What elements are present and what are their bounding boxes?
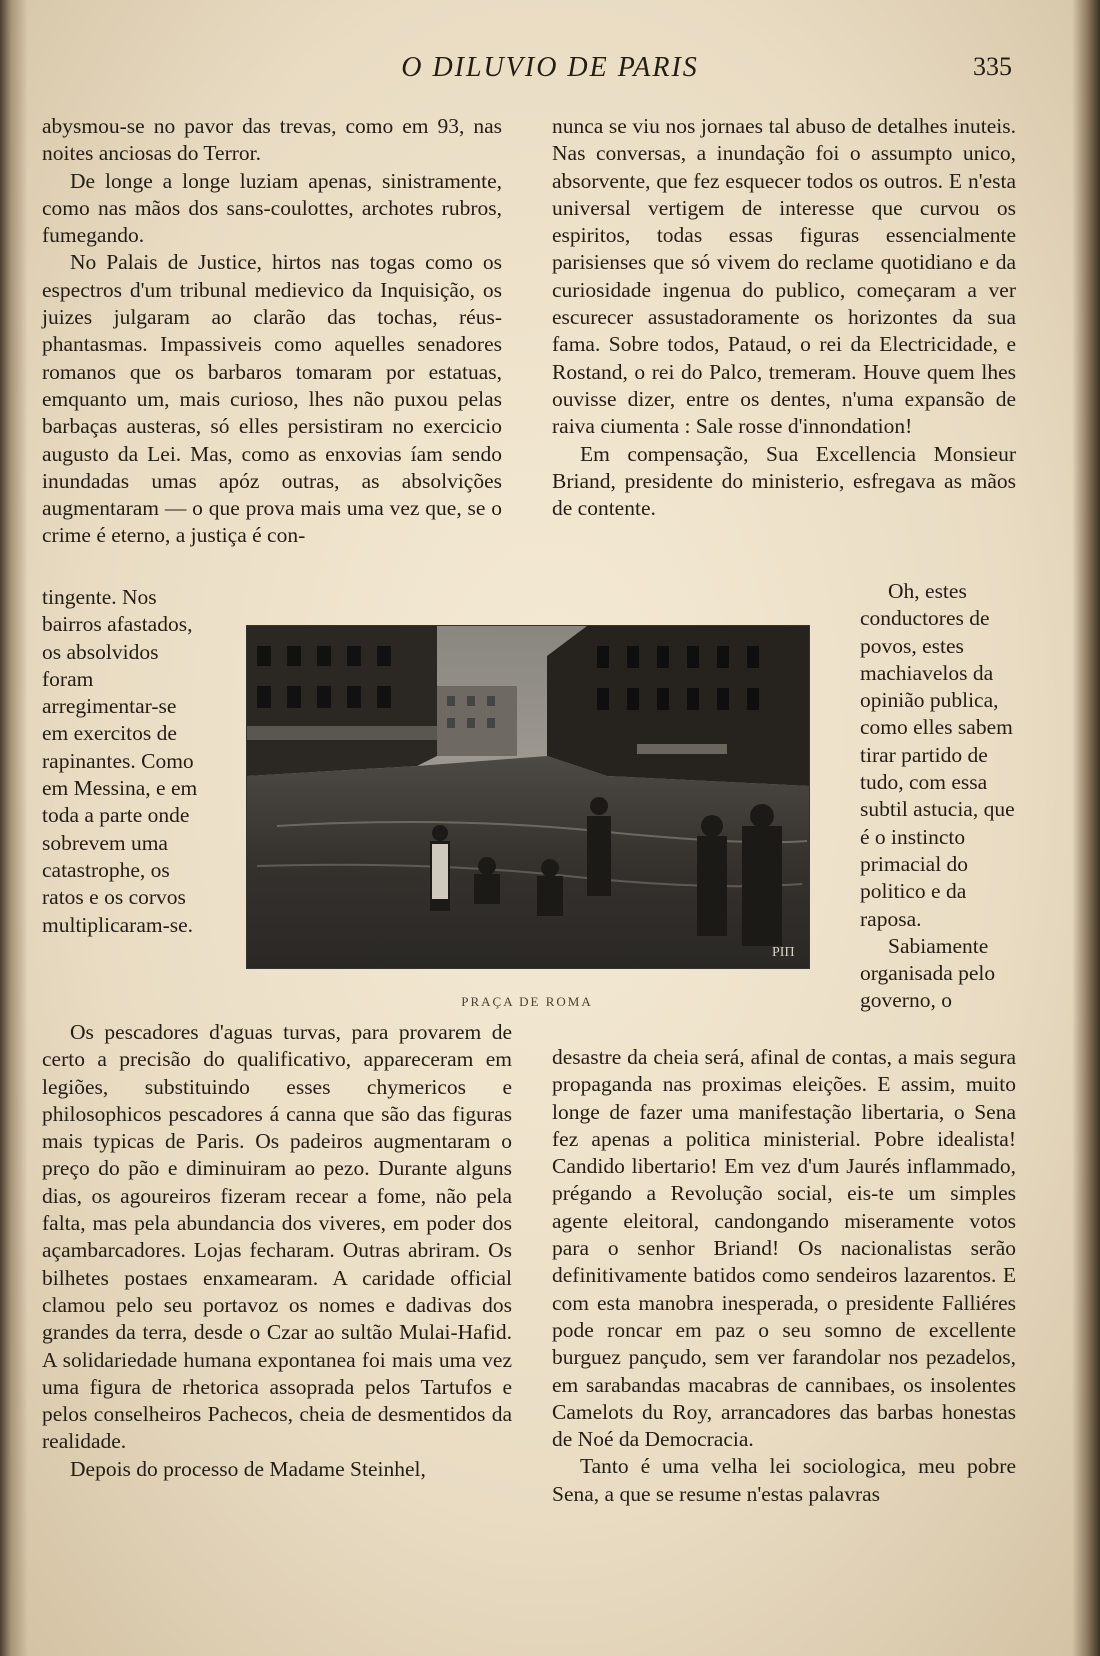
photo-caption: PRAÇA DE ROMA [461, 994, 593, 1009]
flood-photograph [246, 625, 810, 969]
page-right-edge-shadow [1072, 0, 1100, 1656]
photo-signature: PIП [772, 945, 795, 960]
paragraph: De longe a longe luziam apenas, sinistramente, como nas mãos dos sans-coulottes, archotes rubros, fumegando. [42, 168, 502, 248]
right-wrap-text [860, 578, 1016, 1015]
left-column-bottom [42, 1019, 512, 1483]
paragraph: No Palais de Justice, hirtos nas togas como os espectros d'um tribunal medievico da Inquisição, os juizes julgaram ao clarão das tochas, réus-phantasmas. Impassiveis como aquelles senadores romanos que os barbaros tomaram por estatuas, emquanto um, mais curioso, lhes não puxou pelas barbaças austeras, só elles persistiram no exercicio augusto da Lei. Mas, como as enxovias íam sendo inundadas umas apóz outras, as absolvições augmentaram — o que prova mais uma vez que, se o crime é eterno, a justiça é con- [42, 250, 502, 548]
left-wrap-text [42, 584, 202, 939]
paragraph: Tanto é uma velha lei sociologica, meu pobre Sena, a que se resume n'estas palavras [552, 1454, 1016, 1506]
left-column-top [42, 113, 502, 550]
paragraph: Oh, estes conductores de povos, estes machiavelos da opinião publica, como elles sabem tirar partido de tudo, com essa subtil astucia, que é o instincto primacial do politico e da raposa. [860, 579, 1015, 931]
paragraph: desastre da cheia será, afinal de contas, a mais segura propaganda nas proximas eleições. E assim, muito longe de fazer uma manifestação libertaria, o Sena fez apenas a politica ministerial. Pobre idealista! Candido libertario! Em vez d'um Jaurés inflammado, prégando a Revolução social, eis-te um simples agente eleitoral, candongando miseramente votos para o senhor Briand! Os nacionalistas serão definitivamente batidos como sendeiros lazarentos. E com esta manobra inesperada, o presidente Falliéres pode roncar em paz o seu somno de excellente burguez pançudo, sem ver farandolar nos pezadelos, em sarabandas macabras de cannibaes, os insolentes Camelots du Roy, arrancadores das barbas honestas de Noé da Democracia. [552, 1045, 1016, 1452]
paragraph: nunca se viu nos jornaes tal abuso de detalhes inuteis. Nas conversas, a inundação foi o assumpto unico, absorvente, que fez esquecer todos os outros. E n'esta universal vertigem de interesse que curvou os espiritos, todas essas figuras essencialmente parisienses que só vivem do reclame quotidiano e da curiosidade ingenua do publico, começaram a ver escurecer assustadoramente os horizontes da sua fama. Sobre todos, Pataud, o rei da Electricidade, e Rostand, o rei do Palco, tremeram. Houve quem lhes ouvisse dizer, entre os dentes, n'uma expansão de raiva ciumenta : Sale rosse d'innondation! [552, 114, 1016, 439]
paragraph: Os pescadores d'aguas turvas, para provarem de certo a precisão do qualificativo, appareceram em legiões, substituindo esses chymericos e philosophicos pescadores á canna que são das figuras mais typicas de Paris. Os padeiros augmentaram o preço do pão e diminuiram ao pezo. Durante alguns dias, os agoureiros fizeram recear a fome, não pela falta, mas pela abundancia dos viveres, em poder dos açambarcadores. Lojas fecharam. Outras abriram. Os bilhetes postaes enxamearam. A caridade official clamou pelo seu portavoz os nomes e dadivas dos grandes da terra, desde o Czar ao sultão Mulai-Hafid. A solidariedade humana expontanea foi mais uma vez uma figura de rhetorica assoprada pelos Tartufos e pelos conselheiros Pachecos, cheia de desmentidos da realidade. [42, 1020, 512, 1454]
page-left-edge-shadow [0, 0, 28, 1656]
photo-illustration [247, 626, 809, 968]
page-number: 335 [973, 52, 1012, 81]
paragraph: Em compensação, Sua Excellencia Monsieur Briand, presidente do ministerio, esfregava as mãos de contente. [552, 441, 1016, 521]
right-column-top [552, 113, 1016, 522]
right-column-bottom [552, 1044, 1016, 1508]
paragraph: Sabiamente organisada pelo governo, o [860, 933, 996, 1013]
running-header-title: O DILUVIO DE PARIS [401, 52, 699, 83]
paragraph: Depois do processo de Madame Steinhel, [70, 1456, 426, 1481]
paragraph: abysmou-se no pavor das trevas, como em 93, nas noites anciosas do Terror. [42, 114, 502, 166]
paragraph: tingente. Nos bairros afastados, os absolvidos foram arregimentar-se em exercitos de rapinantes. Como em Messina, e em toda a parte onde sobrevem uma catastrophe, os ratos e os corvos multiplicaram-se. [42, 585, 198, 937]
